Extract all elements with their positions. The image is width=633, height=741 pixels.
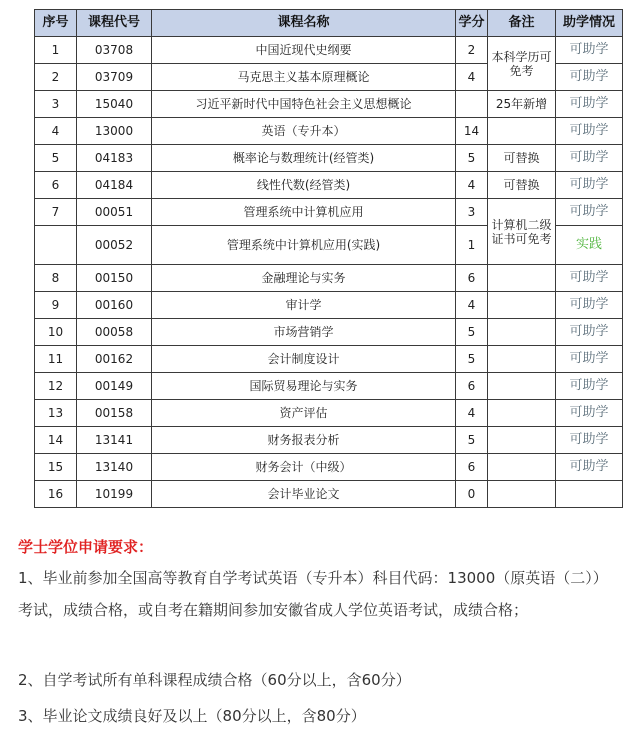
cell-note [488,481,556,508]
cell-no: 4 [35,118,77,145]
cell-status: 可助学 [556,400,623,427]
cell-code: 13000 [77,118,152,145]
cell-status: 可助学 [556,37,623,64]
cell-credit: 4 [456,292,488,319]
cell-name: 管理系统中计算机应用(实践) [152,226,456,265]
table-row [35,265,623,292]
cell-no: 15 [35,454,77,481]
cell-code: 04183 [77,145,152,172]
cell-code: 13141 [77,427,152,454]
cell-note [488,373,556,400]
cell-credit: 5 [456,145,488,172]
requirements-title: 学士学位申请要求： [18,538,154,556]
cell-no: 14 [35,427,77,454]
cell-note: 25年新增 [488,91,556,118]
table-row [35,145,623,172]
cell-code: 00158 [77,400,152,427]
cell-no: 1 [35,37,77,64]
cell-note: 可替换 [488,145,556,172]
cell-code: 00162 [77,346,152,373]
cell-credit: 5 [456,427,488,454]
table-row [35,400,623,427]
cell-note [488,265,556,292]
cell-name: 概率论与数理统计(经管类) [152,145,456,172]
cell-status-practice: 实践 [556,226,623,265]
cell-note [488,400,556,427]
cell-status [556,481,623,508]
cell-code: 00058 [77,319,152,346]
table-row [35,118,623,145]
cell-code: 00052 [77,226,152,265]
cell-note: 本科学历可免考 [488,37,556,91]
header-code: 课程代号 [77,10,152,37]
cell-note [488,454,556,481]
cell-credit: 4 [456,400,488,427]
cell-code: 04184 [77,172,152,199]
cell-credit: 6 [456,265,488,292]
cell-code: 00149 [77,373,152,400]
header-status: 助学情况 [556,10,623,37]
cell-no: 3 [35,91,77,118]
cell-credit: 6 [456,373,488,400]
cell-note [488,118,556,145]
cell-name: 管理系统中计算机应用 [152,199,456,226]
cell-credit: 1 [456,226,488,265]
cell-no: 12 [35,373,77,400]
cell-no: 6 [35,172,77,199]
requirement-item: 1、毕业前参加全国高等教育自学考试英语（专升本）科目代码：13000（原英语（二））考试，成绩合格，或自考在籍期间参加安徽省成人学位英语考试，成绩合格； [18,569,608,619]
cell-credit: 6 [456,454,488,481]
cell-status: 可助学 [556,172,623,199]
requirement-item: 3、毕业论文成绩良好及以上（80分以上，含80分） [18,707,366,725]
cell-name: 财务会计（中级） [152,454,456,481]
cell-code: 03708 [77,37,152,64]
cell-name: 财务报表分析 [152,427,456,454]
table-row [35,292,623,319]
cell-credit: 5 [456,346,488,373]
cell-status: 可助学 [556,145,623,172]
cell-credit: 14 [456,118,488,145]
header-name: 课程名称 [152,10,456,37]
cell-note [488,292,556,319]
table-row [35,481,623,508]
cell-no: 10 [35,319,77,346]
cell-status: 可助学 [556,118,623,145]
cell-status: 可助学 [556,292,623,319]
table-row [35,91,623,118]
cell-name: 市场营销学 [152,319,456,346]
cell-name: 国际贸易理论与实务 [152,373,456,400]
header-credit: 学分 [456,10,488,37]
cell-no: 7 [35,199,77,226]
cell-note [488,346,556,373]
cell-code: 00051 [77,199,152,226]
cell-no: 8 [35,265,77,292]
cell-name: 资产评估 [152,400,456,427]
cell-code: 00150 [77,265,152,292]
cell-credit: 5 [456,319,488,346]
cell-no [35,226,77,265]
table-row [35,346,623,373]
cell-no: 13 [35,400,77,427]
cell-code: 13140 [77,454,152,481]
cell-credit: 0 [456,481,488,508]
cell-status: 可助学 [556,64,623,91]
header-note: 备注 [488,10,556,37]
course-table [34,9,623,508]
cell-name: 马克思主义基本原理概论 [152,64,456,91]
table-row [35,172,623,199]
table-row [35,427,623,454]
cell-code: 00160 [77,292,152,319]
cell-status: 可助学 [556,454,623,481]
table-row [35,454,623,481]
cell-code: 03709 [77,64,152,91]
table-row [35,319,623,346]
cell-no: 9 [35,292,77,319]
cell-code: 10199 [77,481,152,508]
cell-credit: 2 [456,37,488,64]
cell-status: 可助学 [556,265,623,292]
cell-no: 2 [35,64,77,91]
table-row [35,37,623,64]
cell-name: 英语（专升本） [152,118,456,145]
cell-status: 可助学 [556,199,623,226]
cell-note: 计算机二级证书可免考 [488,199,556,265]
table-row [35,373,623,400]
cell-name: 金融理论与实务 [152,265,456,292]
cell-status: 可助学 [556,427,623,454]
cell-no: 16 [35,481,77,508]
cell-note [488,319,556,346]
cell-note [488,427,556,454]
requirement-item: 2、自学考试所有单科课程成绩合格（60分以上，含60分） [18,671,411,689]
cell-status: 可助学 [556,346,623,373]
header-no: 序号 [35,10,77,37]
cell-name: 习近平新时代中国特色社会主义思想概论 [152,91,456,118]
cell-no: 5 [35,145,77,172]
cell-name: 会计制度设计 [152,346,456,373]
cell-status: 可助学 [556,319,623,346]
cell-note: 可替换 [488,172,556,199]
table-header-row [35,10,623,37]
cell-no: 11 [35,346,77,373]
cell-credit [456,91,488,118]
cell-name: 审计学 [152,292,456,319]
cell-credit: 3 [456,199,488,226]
cell-status: 可助学 [556,91,623,118]
cell-name: 会计毕业论文 [152,481,456,508]
cell-code: 15040 [77,91,152,118]
cell-credit: 4 [456,64,488,91]
cell-status: 可助学 [556,373,623,400]
cell-name: 线性代数(经管类) [152,172,456,199]
cell-credit: 4 [456,172,488,199]
table-row [35,199,623,226]
cell-name: 中国近现代史纲要 [152,37,456,64]
